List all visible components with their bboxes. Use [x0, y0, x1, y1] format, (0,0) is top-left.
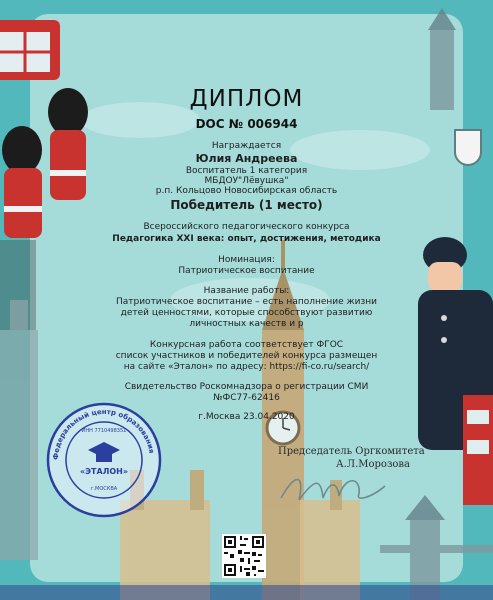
signature-scribble	[275, 468, 395, 508]
work-title-line3: личностных качеств и р	[189, 319, 304, 329]
nomination-label: Номинация:	[218, 255, 275, 265]
signature-name: А.Л.Морозова	[336, 459, 411, 470]
contest-name: Педагогика XXI века: опыт, достижения, методика	[112, 234, 381, 244]
recipient-name: Юлия Андреева	[195, 152, 298, 165]
recipient-position: Воспитатель 1 категория	[185, 166, 308, 176]
diploma-title: ДИПЛОМ	[189, 86, 304, 112]
work-title-line1: Патриотическое воспитание – есть наполнение жизни	[115, 297, 378, 307]
fgos-line2: список участников и победителей конкурса размещен	[115, 351, 378, 361]
result-place: Победитель (1 место)	[170, 198, 323, 212]
qr-code	[222, 534, 266, 578]
stamp-seal	[44, 400, 164, 520]
stamp-city: г.МОСКВА	[90, 486, 118, 492]
smi-line2: №ФС77-62416	[213, 393, 280, 403]
issue-date: г.Москва 23.04.2020	[198, 412, 295, 422]
fgos-line1: Конкурсная работа соответствует ФГОС	[149, 340, 344, 350]
smi-line1: Свидетельство Роскомнадзора о регистрации СМИ	[124, 382, 369, 392]
nomination-value: Патриотическое воспитание	[178, 266, 315, 276]
recipient-institution: МБДОУ"Лёвушка"	[204, 176, 289, 186]
fgos-line3: на сайте «Эталон» по адресу: https://fi-co.ru/search/	[123, 362, 370, 372]
doc-number: DOC № 006944	[195, 117, 298, 131]
work-label: Название работы:	[203, 286, 290, 296]
stamp-center-text: «ЭТАЛОН»	[80, 467, 128, 476]
stamp-ring-text: Федеральный центр образования	[51, 407, 156, 461]
signature-role: Председатель Оргкомитета	[278, 446, 425, 457]
recipient-location: р.п. Кольцово Новосибирская область	[155, 186, 338, 196]
stamp-inn: ИНН 7710498351	[81, 428, 127, 434]
work-title-line2: детей ценностями, которые способствуют развитию	[120, 308, 373, 318]
awarded-label: Награждается	[211, 141, 282, 151]
contest-type: Всероссийского педагогического конкурса	[143, 222, 350, 232]
